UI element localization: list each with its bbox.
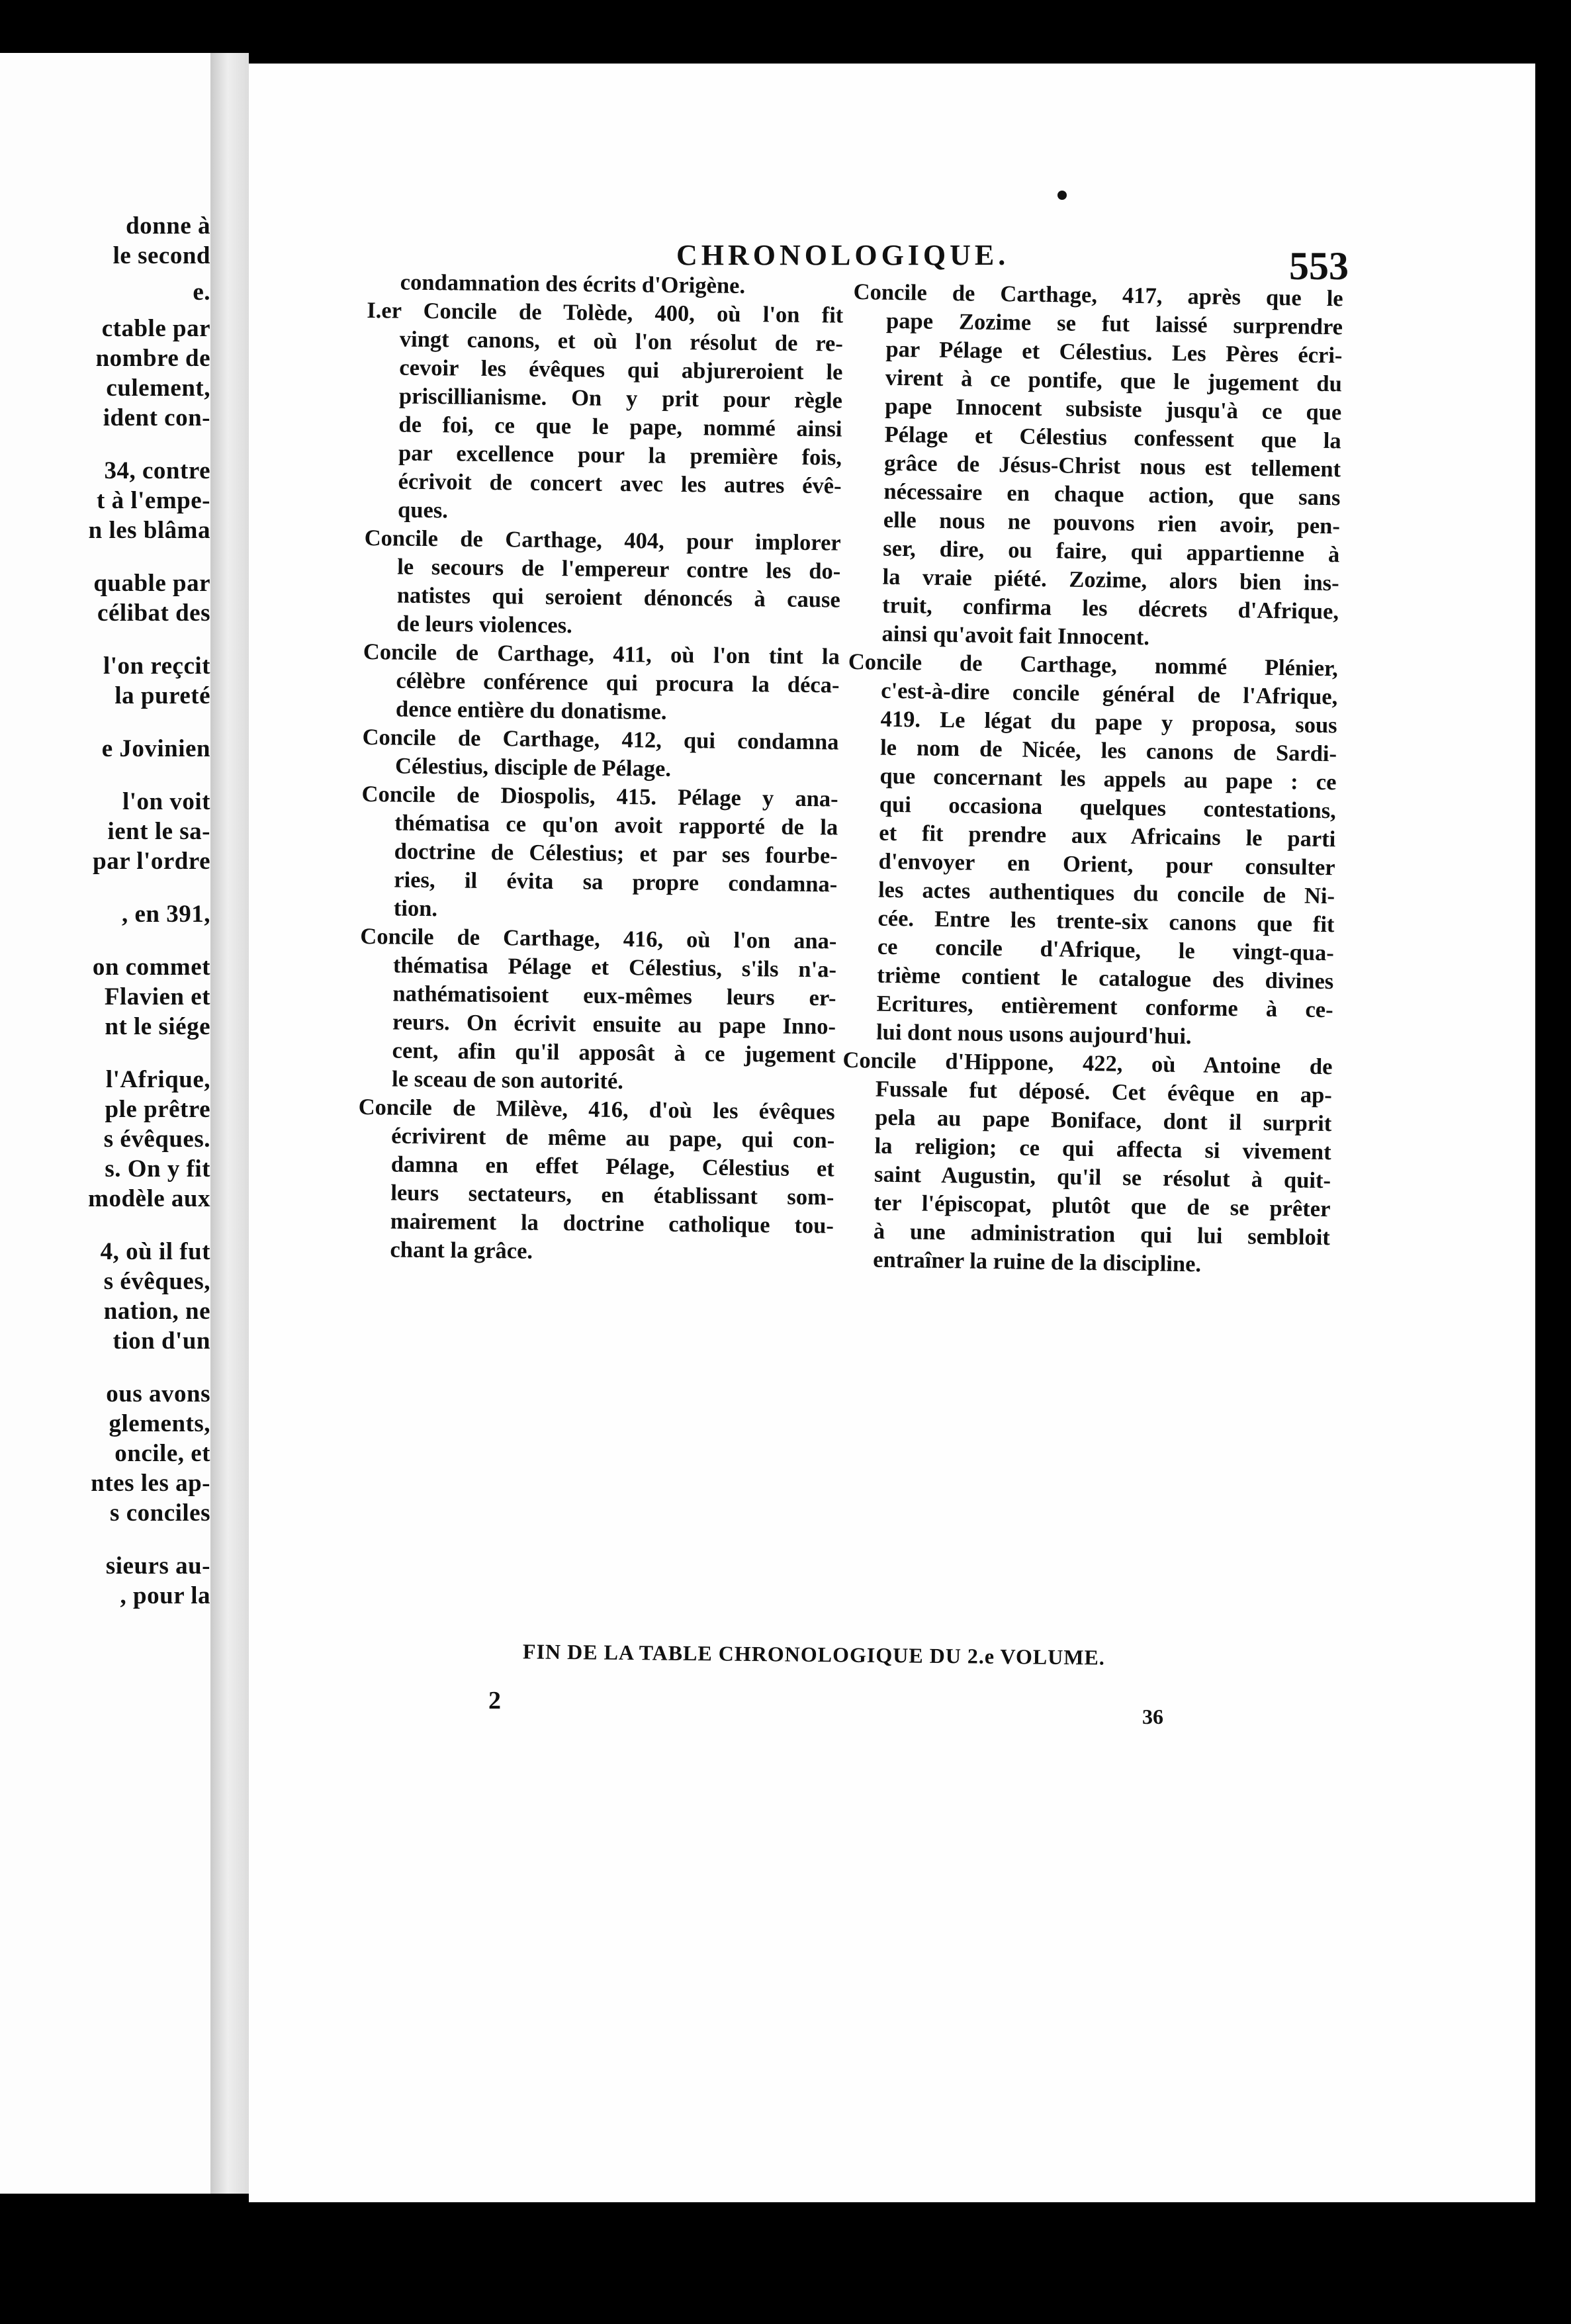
text-line: la religion; ce qui affecta si vivement xyxy=(874,1133,1331,1165)
text-line: célèbre conférence qui procura la déca- xyxy=(396,668,840,698)
text-line: écrivirent de même au pape, qui con- xyxy=(391,1123,835,1153)
text-line: thématisa Pélage et Célestius, s'ils n'a- xyxy=(392,952,837,983)
text-line: ques. xyxy=(397,497,449,523)
left-page-fragment: sieurs au- xyxy=(105,1552,210,1580)
text-line: tion. xyxy=(393,895,438,922)
left-page-fragment: t à l'empe- xyxy=(97,487,210,514)
ink-dot xyxy=(1057,191,1067,200)
sheet-number: 36 xyxy=(1142,1705,1163,1728)
text-line: cevoir les évêques qui abjureroient le xyxy=(399,355,843,385)
page-number: 553 xyxy=(1289,244,1349,288)
text-line: natistes qui seroient dénoncés à cause xyxy=(396,582,840,613)
text-line: le sceau de son autorité. xyxy=(391,1066,624,1095)
signature-mark: 2 xyxy=(488,1687,501,1715)
text-line: le secours de l'empereur contre les do- xyxy=(397,554,841,584)
left-page-fragment: l'on voit xyxy=(122,788,210,815)
text-line: Concile d'Hippone, 422, où Antoine de xyxy=(842,1047,1333,1080)
left-page-fragment: modèle aux xyxy=(88,1185,210,1212)
left-page-fragment: s. On y fit xyxy=(105,1155,210,1183)
text-line: ter l'épiscopat, plutôt que de se prêter xyxy=(874,1190,1331,1222)
left-page-fragment: ntes les ap- xyxy=(91,1470,210,1497)
text-line: Concile de Carthage, 412, qui condamna xyxy=(362,724,839,755)
left-page-fragment: , en 391, xyxy=(122,901,210,928)
text-line: que concernant les appels au pape : ce xyxy=(879,763,1337,795)
scan-border xyxy=(1535,64,1571,2202)
text-line: thématisa ce qu'on avoit rapporté de la xyxy=(394,810,838,840)
text-line: trième contient le catalogue des divines xyxy=(877,962,1334,995)
end-note: FIN DE LA TABLE CHRONOLOGIQUE DU 2.e VOLUME. xyxy=(522,1639,1106,1670)
text-line: Concile de Carthage, 417, après que le xyxy=(853,279,1343,312)
left-page-fragment: l'Afrique, xyxy=(105,1066,210,1093)
text-line: pape Zozime se fut laissé surprendre xyxy=(885,308,1343,340)
book-gutter xyxy=(210,53,249,2194)
text-line: elle nous ne pouvons rien avoir, pen- xyxy=(883,507,1341,539)
left-page-fragment: 4, où il fut xyxy=(100,1238,210,1265)
left-page-fragment: culement, xyxy=(106,375,210,402)
text-line: cée. Entre les trente-six canons que fit xyxy=(877,905,1335,938)
left-page-fragment: on commet xyxy=(92,954,210,981)
left-page-fragment: 34, contre xyxy=(104,457,210,484)
text-line: le nom de Nicée, les canons de Sardi- xyxy=(879,735,1337,767)
left-page-fragment: la pureté xyxy=(114,682,210,709)
text-line: cent, afin qu'il apposât à ce jugement xyxy=(392,1038,836,1068)
left-page-fragment: n les blâma xyxy=(88,517,210,544)
left-page-fragment: nation, ne xyxy=(103,1298,210,1325)
text-line: et fit prendre aux Africains le parti xyxy=(879,820,1336,852)
text-line: I.er Concile de Tolède, 400, où l'on fit xyxy=(367,297,844,328)
text-line: lui dont nous usons aujourd'hui. xyxy=(875,1019,1192,1050)
text-line: Concile de Carthage, nommé Plénier, xyxy=(848,648,1339,682)
text-line: entraîner la ruine de la discipline. xyxy=(873,1247,1202,1277)
left-page-fragment: ident con- xyxy=(103,404,210,431)
text-line: de foi, ce que le pape, nommé ainsi xyxy=(398,412,842,442)
text-line: nathématisoient eux-mêmes leurs er- xyxy=(392,981,836,1011)
left-page-fragment: Flavien et xyxy=(104,983,210,1010)
scan-border-bottom xyxy=(0,2204,1571,2324)
text-line: ce concile d'Afrique, le vingt-qua- xyxy=(877,934,1335,966)
text-line: truit, confirma les décrets d'Afrique, xyxy=(881,592,1339,625)
text-line: la vraie piété. Zozime, alors bien ins- xyxy=(882,564,1339,596)
text-line: ries, il évita sa propre condamna- xyxy=(394,867,838,897)
running-title: CHRONOLOGIQUE. xyxy=(676,239,1010,271)
text-line: Concile de Carthage, 404, pour implorer xyxy=(364,525,841,556)
text-line: 419. Le légat du pape y proposa, sous xyxy=(880,706,1337,738)
left-page-fragment: ple prêtre xyxy=(105,1096,210,1123)
text-line: damna en effet Pélage, Célestius et xyxy=(390,1151,834,1182)
text-line: Concile de Carthage, 411, où l'on tint la xyxy=(363,639,840,670)
text-line: pela au pape Boniface, dont il surprit xyxy=(875,1104,1332,1137)
left-page-fragment: ient le sa- xyxy=(107,818,210,845)
text-line: priscillianisme. On y prit pour règle xyxy=(398,383,843,414)
text-line: de leurs violences. xyxy=(396,611,572,639)
text-line: chant la grâce. xyxy=(390,1237,533,1264)
left-page-fragment: nt le siége xyxy=(105,1013,210,1040)
text-line: qui occasiona quelques contestations, xyxy=(879,791,1337,824)
left-page xyxy=(0,53,210,2194)
left-page-fragment: s évêques. xyxy=(103,1126,210,1153)
text-line: leurs sectateurs, en établissant som- xyxy=(390,1180,834,1210)
text-line: nécessaire en chaque action, que sans xyxy=(883,478,1341,511)
text-line: Pélage et Célestius confessent que la xyxy=(884,422,1341,454)
text-line: vingt canons, et où l'on résolut de re- xyxy=(399,326,844,357)
left-page-fragment: s évêques, xyxy=(103,1268,210,1295)
left-page-fragment: nombre de xyxy=(95,345,210,372)
left-column xyxy=(357,268,844,1269)
left-page-fragment: l'on reçcit xyxy=(103,652,210,680)
text-line: à une administration qui lui sembloit xyxy=(873,1218,1331,1251)
text-line: saint Augustin, qu'il se résolut à quit- xyxy=(874,1161,1331,1194)
text-line: dence entière du donatisme. xyxy=(395,696,667,725)
left-page-fragment: quable par xyxy=(93,570,210,597)
text-line: d'envoyer en Orient, pour consulter xyxy=(878,848,1335,881)
text-line: Concile de Carthage, 416, où l'on ana- xyxy=(360,923,837,954)
text-line: pape Innocent subsiste jusqu'à ce que xyxy=(885,393,1342,425)
text-line: par Pélage et Célestius. Les Pères écri- xyxy=(885,336,1343,369)
left-page-fragment: , pour la xyxy=(120,1582,210,1609)
left-page-fragment: le second xyxy=(112,242,210,269)
left-page-fragment: glements, xyxy=(109,1410,210,1437)
text-line: les actes authentiques du concile de Ni- xyxy=(877,877,1335,909)
text-line: doctrine de Célestius; et par ses fourbe- xyxy=(394,838,838,869)
left-page-fragment: e Jovinien xyxy=(101,735,210,762)
left-page-fragment: donne à xyxy=(126,212,210,240)
text-line: écrivoit de concert avec les autres évê- xyxy=(398,469,842,499)
left-page-fragment: ous avons xyxy=(106,1380,210,1408)
text-line: ser, dire, ou faire, qui appartienne à xyxy=(883,535,1340,568)
text-line: reurs. On écrivit ensuite au pape Inno- xyxy=(392,1009,836,1040)
text-line: Concile de Milève, 416, d'où les évêques xyxy=(358,1094,835,1125)
right-column xyxy=(840,278,1343,1280)
left-page-fragment: oncile, et xyxy=(114,1440,210,1467)
text-line: Concile de Diospolis, 415. Pélage y ana- xyxy=(361,781,838,812)
left-page-fragment: e. xyxy=(193,279,210,306)
text-line: mairement la doctrine catholique tou- xyxy=(390,1208,834,1239)
text-line: par excellence pour la première fois, xyxy=(398,440,842,470)
text-line: virent à ce pontife, que le jugement du xyxy=(885,365,1343,397)
text-line: Fussale fut déposé. Cet évêque en ap- xyxy=(875,1076,1333,1108)
left-page-fragment: par l'ordre xyxy=(93,848,210,875)
text-line: Ecritures, entièrement conforme à ce- xyxy=(876,991,1333,1023)
text-line: grâce de Jésus-Christ nous est tellement xyxy=(883,450,1341,482)
text-line: ainsi qu'avoit fait Innocent. xyxy=(881,621,1150,650)
left-page-fragment: tion d'un xyxy=(112,1327,210,1355)
left-page-fragment: célibat des xyxy=(97,600,210,627)
text-line: condamnation des écrits d'Origène. xyxy=(400,269,746,298)
left-page-fragment: ctable par xyxy=(101,315,210,342)
left-page-fragment: s conciles xyxy=(110,1499,210,1527)
text-line: Célestius, disciple de Pélage. xyxy=(394,753,672,782)
text-line: c'est-à-dire concile général de l'Afrique, xyxy=(881,678,1338,710)
